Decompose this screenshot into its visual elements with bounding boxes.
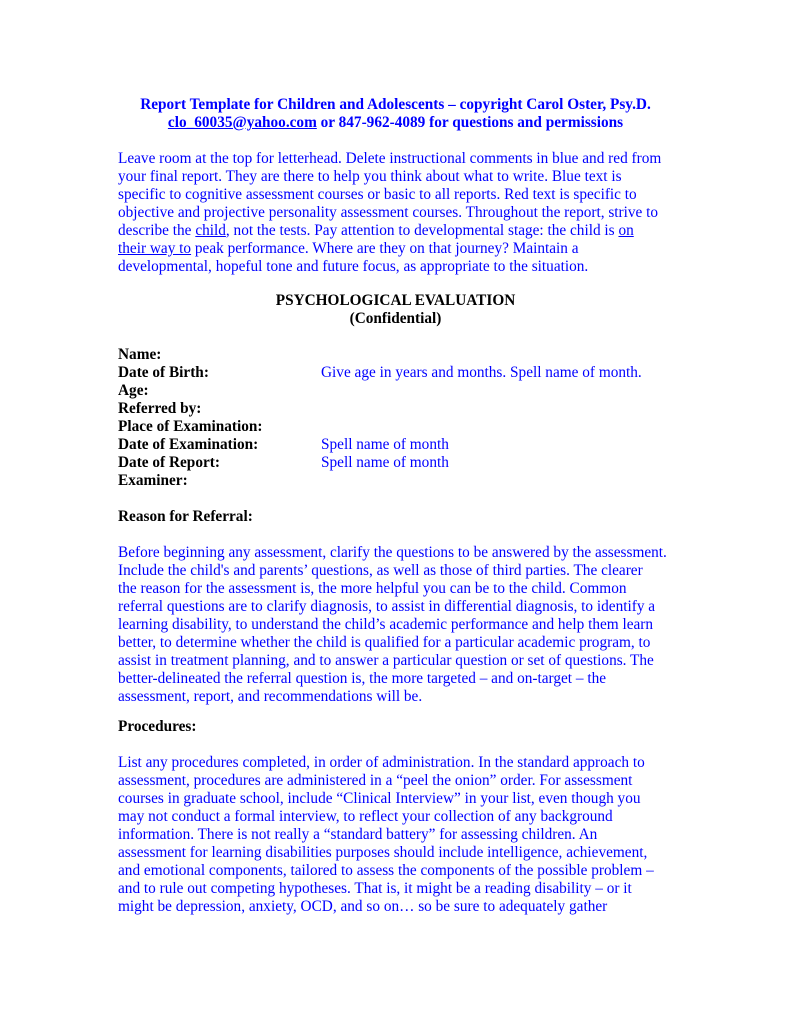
intro-instructions: [118, 150, 678, 276]
procedures-line: assessment for learning disabilities purposes should include intelligence, achievement,: [118, 844, 648, 861]
section-heading-procedures: Procedures:: [118, 718, 197, 735]
procedures-line: may not conduct a formal interview, to reflect your collection of any background: [118, 808, 613, 825]
section-heading-referral: Reason for Referral:: [118, 508, 253, 525]
field-label: Place of Examination:: [118, 418, 263, 435]
intro-line: objective and projective personality assessment courses. Throughout the report, strive to: [118, 204, 659, 221]
template-header-title: Report Template for Children and Adolescents – copyright Carol Oster, Psy.D.: [140, 96, 651, 113]
field-label: Examiner:: [118, 472, 188, 489]
intro-line: specific to cognitive assessment courses or basic to all reports. Red text is specific to: [118, 186, 637, 203]
contact-phone-text: or 847-962-4089 for questions and permissions: [316, 114, 624, 131]
procedures-line: courses in graduate school, include “Clinical Interview” in your list, even though you: [118, 790, 641, 807]
procedures-line: and to rule out competing hypotheses. That is, it might be a reading disability – or it: [118, 880, 632, 897]
intro-text: , not the tests. Pay attention to developmental stage: the child is: [225, 222, 619, 239]
intro-line: developmental, hopeful tone and future focus, as appropriate to the situation.: [118, 258, 589, 275]
referral-line: referral questions are to clarify diagnosis, to assist in differential diagnosis, to identify a: [118, 598, 656, 615]
evaluation-subtitle: (Confidential): [349, 310, 442, 327]
referral-line: Include the child's and parents’ questions, as well as those of third parties. The clearer: [118, 562, 643, 579]
field-label: Age:: [118, 382, 149, 399]
intro-line: your final report. They are there to help you think about what to write. Blue text is: [118, 168, 622, 185]
intro-underlined-text: child: [195, 222, 226, 239]
field-label: Referred by:: [118, 400, 202, 417]
referral-line: assessment, report, and recommendations will be.: [118, 688, 423, 705]
field-note: Give age in years and months. Spell name of month.: [321, 364, 642, 381]
intro-line: [118, 240, 678, 258]
procedures-line: assessment, procedures are administered in a “peel the onion” order. For assessment: [118, 772, 633, 789]
email-link[interactable]: clo_60035@yahoo.com: [167, 114, 317, 131]
intro-text: describe the: [118, 222, 196, 239]
field-label: Date of Examination:: [118, 436, 259, 453]
intro-underlined-text: their way to: [118, 240, 192, 257]
referral-line: Before beginning any assessment, clarify the questions to be answered by the assessment.: [118, 544, 667, 561]
referral-line: the reason for the assessment is, the more helpful you can be to the child. Common: [118, 580, 627, 597]
procedures-line: information. There is not really a “standard battery” for assessing children. An: [118, 826, 598, 843]
template-header-contact: [0, 114, 791, 132]
intro-line: [118, 222, 678, 240]
field-label: Name:: [118, 346, 162, 363]
intro-underlined-text: on: [618, 222, 634, 239]
field-note: Spell name of month: [321, 436, 449, 453]
referral-line: better-delineated the referral question is, the more targeted – and on-target – the: [118, 670, 607, 687]
procedures-instructions: [118, 754, 678, 916]
procedures-line: might be depression, anxiety, OCD, and so on… so be sure to adequately gather: [118, 898, 608, 915]
referral-line: better, to determine whether the child is qualified for a particular academic program, to: [118, 634, 651, 651]
procedures-line: List any procedures completed, in order of administration. In the standard approach to: [118, 754, 645, 771]
field-label: Date of Birth:: [118, 364, 209, 381]
procedures-line: and emotional components, tailored to assess the components of the possible problem –: [118, 862, 654, 879]
referral-line: assist in treatment planning, and to answer a particular question or set of questions. The: [118, 652, 654, 669]
intro-text: peak performance. Where are they on that journey? Maintain a: [191, 240, 579, 257]
field-label: Date of Report:: [118, 454, 220, 471]
referral-instructions: [118, 544, 678, 706]
field-note: Spell name of month: [321, 454, 449, 471]
referral-line: learning disability, to understand the child’s academic performance and help them learn: [118, 616, 654, 633]
evaluation-title: PSYCHOLOGICAL EVALUATION: [275, 292, 516, 309]
intro-line: Leave room at the top for letterhead. Delete instructional comments in blue and red from: [118, 150, 662, 167]
